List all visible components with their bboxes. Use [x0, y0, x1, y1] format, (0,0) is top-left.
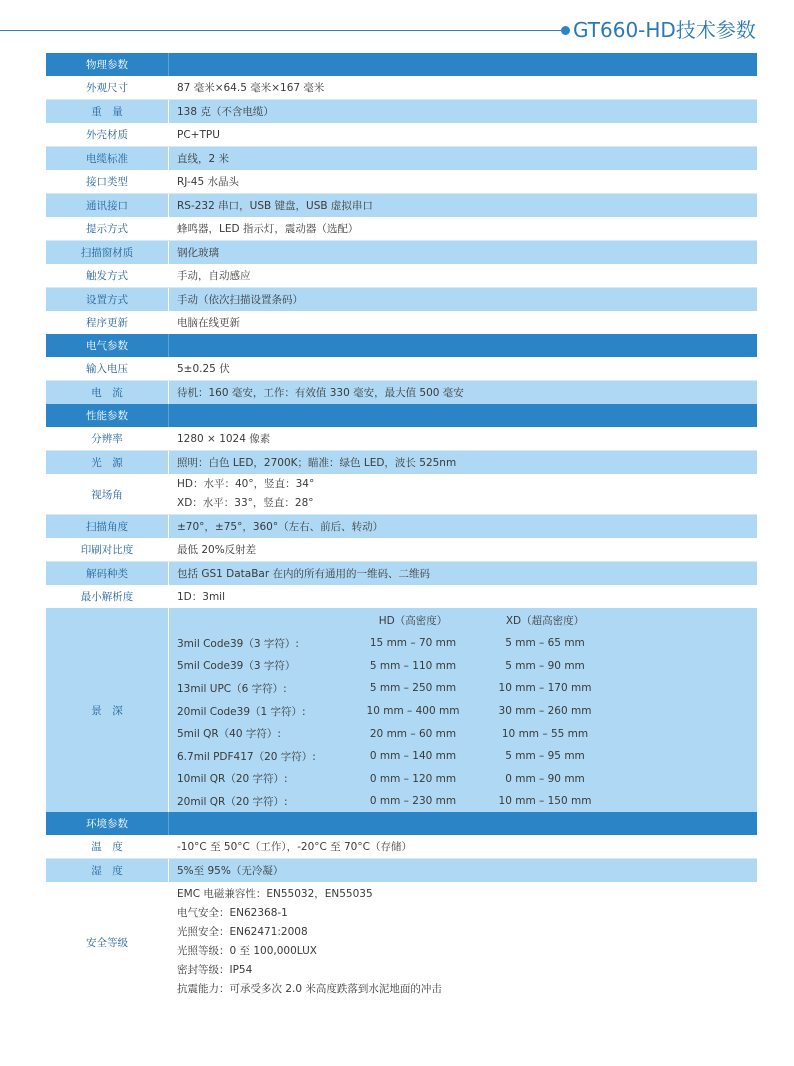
- section-label: 物理参数: [86, 59, 128, 71]
- row-contrast: [46, 538, 757, 562]
- section-electrical: [46, 334, 757, 357]
- row-humidity: [46, 859, 757, 882]
- row-label: 电 流: [91, 387, 123, 399]
- row-label: 扫描角度: [86, 521, 128, 533]
- row-value: 138 克（不含电缆）: [168, 100, 757, 123]
- row-port: [46, 170, 757, 194]
- dof-xd: 10 mm – 170 mm: [498, 682, 592, 695]
- row-value: ±70°，±75°，360°（左右、前后、转动）: [168, 515, 757, 538]
- row-value: 钢化玻璃: [168, 241, 757, 264]
- title-rule: [0, 30, 566, 31]
- row-update: [46, 311, 757, 334]
- row-label: 触发方式: [86, 270, 128, 282]
- safety-line: 电气安全：EN62368-1: [177, 907, 288, 919]
- row-label: 湿 度: [91, 865, 123, 877]
- dof-hd: 5 mm – 110 mm: [369, 659, 457, 672]
- row-label: 外壳材质: [86, 129, 128, 141]
- row-value: 最低 20%反射差: [168, 538, 757, 561]
- row-label: 解码种类: [86, 568, 128, 580]
- row-label: 接口类型: [86, 176, 128, 188]
- row-temperature: [46, 835, 757, 859]
- dof-code: 10mil QR（20 字符）:: [177, 773, 288, 786]
- safety-line: 抗震能力：可承受多次 2.0 米高度跌落到水泥地面的冲击: [177, 983, 442, 995]
- row-value: 待机：160 毫安，工作：有效值 330 毫安，最大值 500 毫安: [168, 381, 757, 404]
- row-value: 蜂鸣器，LED 指示灯，震动器（选配）: [168, 217, 757, 240]
- row-value: 照明：白色 LED，2700K；瞄准：绿色 LED，波长 525nm: [168, 451, 757, 474]
- dof-code: 5mil QR（40 字符）:: [177, 728, 281, 741]
- page-title: GT660-HD技术参数: [573, 18, 756, 42]
- safety-line: EMC 电磁兼容性：EN55032，EN55035: [177, 888, 373, 900]
- dof-header: HD（高密度）: [378, 615, 448, 628]
- dof-code: 6.7mil PDF417（20 字符）:: [177, 750, 316, 763]
- dof-code: 5mil Code39（3 字符）: [177, 660, 296, 673]
- row-value: PC+TPU: [168, 123, 757, 146]
- dof-hd: 0 mm – 140 mm: [369, 750, 457, 763]
- row-label: 提示方式: [86, 223, 128, 235]
- row-label: 设置方式: [86, 294, 128, 306]
- row-value: 1D：3mil: [168, 585, 757, 608]
- row-angle: [46, 515, 757, 538]
- row-label: 外观尺寸: [86, 82, 128, 94]
- dof-hd: 0 mm – 120 mm: [369, 772, 457, 785]
- dof-code: 3mil Code39（3 字符）:: [177, 637, 299, 650]
- section-performance: [46, 404, 757, 427]
- row-symbologies: [46, 562, 757, 585]
- row-value: -10°C 至 50°C（工作），-20°C 至 70°C（存储）: [168, 835, 757, 858]
- section-environment: [46, 812, 757, 835]
- row-dof: [46, 608, 757, 812]
- row-label: 景 深: [91, 704, 123, 717]
- section-physical: [46, 53, 757, 76]
- row-value: 直线，2 米: [168, 147, 757, 170]
- row-value: 包括 GS1 DataBar 在内的所有通用的一维码、二维码: [168, 562, 757, 585]
- row-label: 电缆标准: [86, 153, 128, 165]
- dof-xd: 0 mm – 90 mm: [505, 772, 585, 785]
- row-value: 87 毫米×64.5 毫米×167 毫米: [168, 76, 757, 99]
- dof-table: [168, 608, 757, 812]
- dof-hd: 15 mm – 70 mm: [369, 637, 457, 650]
- row-safety: [46, 882, 757, 1002]
- row-light: [46, 451, 757, 474]
- row-prompt: [46, 217, 757, 241]
- title-dot: [561, 26, 570, 35]
- row-housing: [46, 123, 757, 147]
- row-value: [168, 882, 757, 1002]
- row-label: 安全等级: [86, 936, 128, 949]
- fov-line: XD：水平：33°，竖直：28°: [177, 497, 314, 509]
- row-value: 电脑在线更新: [168, 311, 757, 334]
- row-label: 分辨率: [91, 433, 123, 445]
- row-label: 温 度: [91, 841, 123, 853]
- row-label: 最小解析度: [80, 591, 134, 603]
- dof-xd: 10 mm – 55 mm: [501, 727, 589, 740]
- safety-line: 光照安全：EN62471:2008: [177, 926, 308, 938]
- row-min-res: [46, 585, 757, 608]
- dof-xd: 5 mm – 90 mm: [505, 659, 585, 672]
- dof-xd: 10 mm – 150 mm: [498, 795, 592, 808]
- section-label: 性能参数: [86, 410, 128, 422]
- row-value: 5%至 95%（无冷凝）: [168, 859, 757, 882]
- row-value: 手动，自动感应: [168, 264, 757, 287]
- row-label: 程序更新: [86, 317, 128, 329]
- row-fov: [46, 474, 757, 515]
- section-label: 电气参数: [86, 340, 128, 352]
- row-value: RS-232 串口，USB 键盘，USB 虚拟串口: [168, 194, 757, 217]
- spec-table: [46, 53, 757, 1002]
- dof-hd: 10 mm – 400 mm: [366, 705, 460, 717]
- row-label: 通讯接口: [86, 200, 128, 212]
- row-label: 扫描窗材质: [80, 247, 134, 259]
- row-label: 输入电压: [86, 363, 128, 375]
- dof-code: 13mil UPC（6 字符）:: [177, 682, 287, 695]
- dof-xd: 5 mm – 65 mm: [505, 637, 585, 650]
- row-label: 视场角: [91, 488, 123, 501]
- row-voltage: [46, 357, 757, 381]
- row-label: 印刷对比度: [80, 544, 134, 556]
- dof-header: XD（超高密度）: [505, 615, 585, 628]
- fov-line: HD：水平：40°，竖直：34°: [177, 478, 315, 490]
- dof-xd: 30 mm – 260 mm: [498, 705, 592, 717]
- row-label: 重 量: [91, 106, 123, 118]
- row-trigger: [46, 264, 757, 288]
- row-cable: [46, 147, 757, 170]
- row-size: [46, 76, 757, 100]
- section-label: 环境参数: [86, 818, 128, 830]
- row-value: 1280 × 1024 像素: [168, 427, 757, 450]
- row-current: [46, 381, 757, 404]
- row-value: 手动（依次扫描设置条码）: [168, 288, 757, 311]
- dof-xd: 5 mm – 95 mm: [505, 750, 585, 763]
- row-resolution: [46, 427, 757, 451]
- dof-grid: [177, 607, 617, 812]
- row-weight: [46, 100, 757, 123]
- row-config: [46, 288, 757, 311]
- dof-hd: 5 mm – 250 mm: [369, 682, 457, 695]
- dof-header: [177, 609, 347, 632]
- row-value: [168, 474, 757, 514]
- row-value: RJ-45 水晶头: [168, 170, 757, 193]
- safety-line: 密封等级：IP54: [177, 964, 253, 976]
- dof-hd: 20 mm – 60 mm: [369, 727, 457, 740]
- row-label: 光 源: [91, 457, 123, 469]
- row-comm: [46, 194, 757, 217]
- dof-code: 20mil Code39（1 字符）:: [177, 705, 306, 718]
- dof-code: 20mil QR（20 字符）:: [177, 795, 288, 808]
- safety-line: 光照等级：0 至 100,000LUX: [177, 945, 317, 957]
- row-value: 5±0.25 伏: [168, 357, 757, 380]
- row-window: [46, 241, 757, 264]
- dof-hd: 0 mm – 230 mm: [369, 795, 457, 808]
